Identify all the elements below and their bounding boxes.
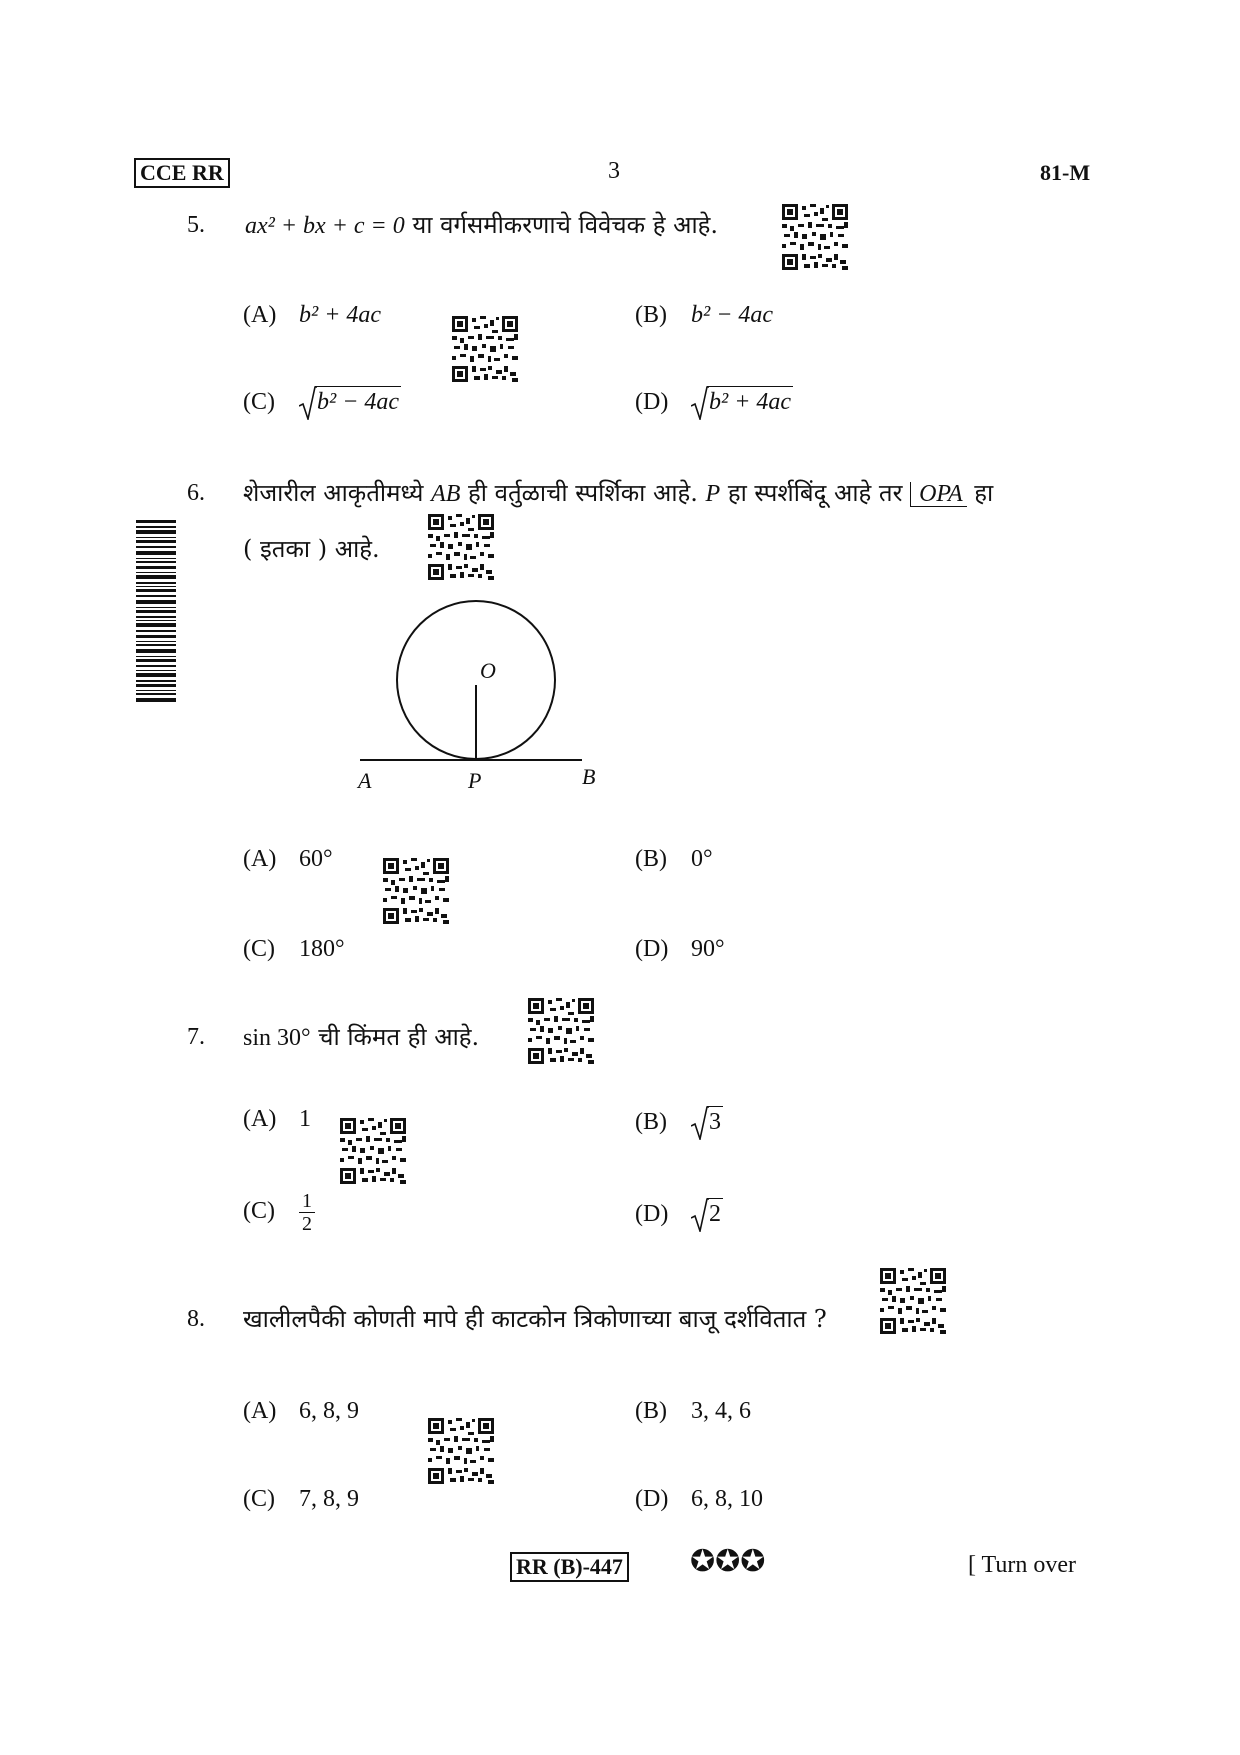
fraction-numerator: 1	[299, 1190, 315, 1213]
option-label: (D)	[635, 1201, 669, 1227]
qr-code	[428, 1418, 494, 1484]
question-text	[243, 476, 1103, 509]
radical-sign	[691, 1106, 709, 1140]
question-text-line2: ( इतका ) आहे.	[243, 535, 380, 563]
option-value: 3, 4, 6	[691, 1398, 751, 1424]
qr-code	[880, 1268, 946, 1334]
option-label: (A)	[243, 1106, 277, 1132]
option-b[interactable]	[635, 1398, 751, 1425]
option-value: b² − 4ac	[315, 386, 401, 415]
radical-sign	[691, 1198, 709, 1232]
option-d[interactable]	[635, 936, 725, 963]
option-label: (D)	[635, 389, 669, 415]
qr-code	[340, 1118, 406, 1184]
qr-code	[428, 514, 494, 580]
question-text-part: शेजारील आकृतीमध्ये	[243, 479, 424, 507]
option-value: 7, 8, 9	[299, 1486, 359, 1512]
question-number: 6.	[187, 480, 205, 506]
option-label: (C)	[243, 1198, 275, 1225]
option-a[interactable]	[243, 1398, 359, 1425]
option-a[interactable]	[243, 302, 381, 329]
option-value: b² − 4ac	[691, 302, 774, 328]
tangent-figure	[340, 600, 620, 800]
radical-sign	[691, 386, 709, 420]
option-label: (C)	[243, 936, 275, 962]
label-p: P	[468, 768, 482, 793]
option-label: (A)	[243, 1398, 277, 1424]
question-text	[245, 208, 718, 241]
option-value: 0°	[691, 846, 713, 872]
option-value: 180°	[299, 936, 345, 962]
question-text-part: ही वर्तुळाची स्पर्शिका आहे.	[468, 479, 698, 507]
header-code-box: CCE RR	[134, 158, 230, 188]
label-o: O	[480, 658, 496, 683]
question-text-part: हा	[974, 479, 994, 507]
fraction	[299, 1190, 315, 1235]
question-expression: sin 30°	[243, 1025, 311, 1051]
option-label: (B)	[635, 846, 667, 872]
option-b[interactable]	[635, 302, 773, 329]
option-a[interactable]	[243, 1106, 311, 1133]
square-root	[691, 386, 793, 416]
option-c[interactable]	[243, 1190, 315, 1235]
option-a[interactable]	[243, 846, 333, 873]
question-equation: ax² + bx + c = 0	[245, 213, 405, 239]
option-label: (A)	[243, 846, 277, 872]
point-p: P	[705, 481, 721, 507]
option-b[interactable]	[635, 1106, 723, 1136]
option-label: (C)	[243, 1486, 275, 1512]
square-root	[691, 1198, 723, 1228]
option-value: 60°	[299, 846, 333, 872]
square-root	[691, 1106, 723, 1136]
qr-code	[383, 858, 449, 924]
question-number: 5.	[187, 212, 205, 238]
segment-ab: AB	[431, 481, 461, 507]
page-number: 3	[608, 158, 620, 184]
option-label: (C)	[243, 389, 275, 415]
question-text-part: हा स्पर्शबिंदू आहे तर	[727, 479, 903, 507]
option-value: b² + 4ac	[299, 302, 382, 328]
option-c[interactable]	[243, 386, 401, 416]
question-text: खालीलपैकी कोणती मापे ही काटकोन त्रिकोणाच्या बाजू दर्शवितात ?	[243, 1305, 827, 1333]
turn-over-text: [ Turn over	[968, 1552, 1077, 1578]
qr-code	[782, 204, 848, 270]
radical-sign	[299, 386, 317, 420]
option-value: 3	[707, 1106, 723, 1135]
option-value: 6, 8, 10	[691, 1486, 763, 1512]
option-value: 6, 8, 9	[299, 1398, 359, 1424]
option-label: (B)	[635, 1398, 667, 1424]
option-label: (D)	[635, 936, 669, 962]
question-text	[243, 1020, 479, 1053]
question-number: 8.	[187, 1306, 205, 1332]
question-statement: ची किंमत ही आहे.	[318, 1023, 480, 1051]
option-b[interactable]	[635, 846, 713, 873]
fraction-denominator: 2	[302, 1213, 312, 1235]
option-value: 2	[707, 1198, 723, 1227]
option-value: 90°	[691, 936, 725, 962]
ornament-icon: ✪✪✪	[690, 1545, 766, 1578]
barcode	[136, 520, 176, 704]
label-a: A	[358, 768, 372, 793]
angle-opa: OPA	[910, 482, 967, 507]
label-b: B	[582, 764, 596, 789]
option-c[interactable]	[243, 1486, 359, 1513]
option-d[interactable]	[635, 386, 793, 416]
question-number: 7.	[187, 1024, 205, 1050]
qr-code	[452, 316, 518, 382]
option-label: (D)	[635, 1486, 669, 1512]
option-label: (B)	[635, 302, 667, 328]
option-d[interactable]	[635, 1486, 763, 1513]
option-c[interactable]	[243, 936, 345, 963]
option-value: b² + 4ac	[707, 386, 793, 415]
option-d[interactable]	[635, 1198, 723, 1228]
square-root	[299, 386, 401, 416]
qr-code	[528, 998, 594, 1064]
paper-code: 81-M	[1040, 160, 1091, 185]
question-statement: या वर्गसमीकरणाचे विवेचक हे आहे.	[412, 211, 718, 239]
option-label: (B)	[635, 1109, 667, 1135]
option-label: (A)	[243, 302, 277, 328]
footer-code-box: RR (B)-447	[510, 1552, 629, 1582]
option-value: 1	[299, 1106, 311, 1132]
